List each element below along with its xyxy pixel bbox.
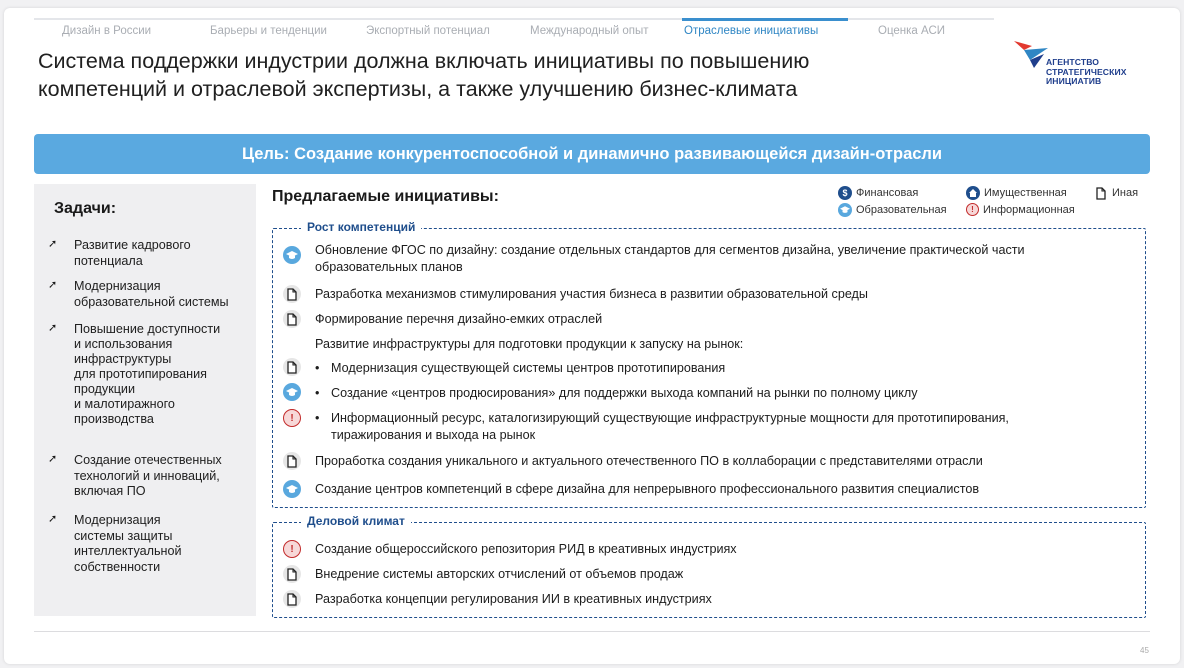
logo-line-1: АГЕНТСТВО — [1046, 57, 1100, 67]
initiative-line: Развитие инфраструктуры для подготовки продукции к запуску на рынок: — [315, 337, 744, 351]
dollar-icon: $ — [838, 186, 852, 200]
legend-educational — [838, 203, 947, 217]
section-tabs — [34, 18, 994, 38]
legend-label: Информационная — [983, 203, 1075, 216]
document-icon — [283, 310, 301, 328]
document-icon — [283, 590, 301, 608]
logo-line-3: ИНИЦИАТИВ — [1046, 76, 1102, 86]
task-line: и малотиражного — [74, 397, 175, 411]
tasks-panel — [34, 184, 256, 616]
task-line: производства — [74, 412, 154, 426]
footer-divider — [34, 631, 1150, 632]
initiative-item — [315, 410, 1125, 444]
initiative-line: Внедрение системы авторских отчислений от объемов продаж — [315, 567, 684, 581]
graduation-cap-icon — [838, 203, 852, 217]
initiative-item — [315, 541, 1125, 558]
legend-label: Иная — [1112, 187, 1139, 199]
info-icon: ! — [966, 203, 979, 216]
task-line: Повышение доступности — [74, 322, 221, 336]
title-line-2: компетенций и отраслевой экспертизы, а также улучшению бизнес-климата — [38, 77, 798, 101]
initiative-line: Разработка механизмов стимулирования участия бизнеса в развитии образовательной среды — [315, 287, 868, 301]
initiative-line: тиражирования и выхода на рынок — [331, 428, 536, 442]
task-line: собственности — [74, 559, 161, 574]
page-number: 45 — [1140, 646, 1149, 655]
document-icon — [283, 358, 301, 376]
initiative-item — [315, 566, 1125, 583]
active-tab-indicator — [682, 18, 848, 21]
logo-line-2: СТРАТЕГИЧЕСКИХ — [1046, 66, 1127, 77]
page-title — [38, 47, 918, 103]
info-icon: ! — [283, 540, 301, 558]
info-icon: ! — [283, 409, 301, 427]
initiative-line: Проработка создания уникального и актуального отечественного ПО в коллаборации с представителями отрасли — [315, 454, 983, 468]
task-line: Развитие кадрового — [74, 238, 191, 252]
tabs-divider — [34, 18, 994, 20]
arrow-bullet-icon: ➚ — [48, 513, 58, 525]
task-line: для прототипирования — [74, 367, 207, 381]
legend — [836, 186, 1156, 220]
legend-label: Финансовая — [856, 187, 919, 199]
task-line: продукции — [74, 382, 135, 396]
tab-barriers-trends[interactable]: Барьеры и тенденции — [210, 25, 327, 37]
bullet: • — [315, 411, 320, 425]
document-icon — [1094, 186, 1108, 200]
arrow-bullet-icon: ➚ — [48, 322, 58, 334]
group-label: Рост компетенций — [301, 220, 421, 234]
initiative-line: образовательных планов — [315, 260, 463, 274]
task-line: Модернизация — [74, 279, 161, 293]
initiative-line: Разработка концепции регулирования ИИ в креативных индустриях — [315, 592, 712, 606]
task-line: технологий и инноваций, — [74, 468, 220, 483]
tab-industry-initiatives[interactable]: Отраслевые инициативы — [684, 25, 819, 37]
group-business-climate — [272, 514, 1146, 618]
bullet: • — [315, 361, 320, 375]
task-line: системы защиты — [74, 528, 173, 543]
initiative-line: Формирование перечня дизайно-емких отраслей — [315, 312, 603, 326]
initiative-line: Модернизация существующей системы центров прототипирования — [331, 361, 726, 375]
arrow-bullet-icon: ➚ — [48, 238, 58, 250]
initiative-line: Создание «центров продюсирования» для поддержки выхода компаний на рынки по полному циклу — [331, 386, 918, 400]
task-line: включая ПО — [74, 484, 146, 498]
tab-international-experience[interactable]: Международный опыт — [530, 25, 649, 37]
document-icon — [283, 285, 301, 303]
house-icon — [966, 186, 980, 200]
task-line: Создание отечественных — [74, 453, 222, 467]
task-line: интеллектуальной — [74, 544, 182, 558]
tab-asi-assessment[interactable]: Оценка АСИ — [878, 25, 946, 37]
legend-label: Имущественная — [984, 187, 1067, 199]
group-label: Деловой климат — [301, 514, 411, 528]
arrow-bullet-icon: ➚ — [48, 453, 58, 465]
initiative-item — [315, 286, 1125, 303]
initiative-line: Информационный ресурс, каталогизирующий существующие инфраструктурные мощности для прототипирования, — [331, 411, 1009, 425]
initiative-item — [315, 481, 1125, 498]
task-line: потенциала — [74, 253, 143, 268]
asi-logo — [1014, 38, 1154, 98]
arrow-bullet-icon: ➚ — [48, 279, 58, 291]
document-icon — [283, 565, 301, 583]
task-line: Модернизация — [74, 513, 161, 527]
graduation-cap-icon — [283, 383, 301, 401]
title-line-1: Система поддержки индустрии должна включать инициативы по повышению — [38, 49, 810, 73]
graduation-cap-icon — [283, 246, 301, 264]
document-icon — [283, 452, 301, 470]
initiative-item — [315, 242, 1125, 276]
legend-informational — [966, 203, 1075, 216]
task-line: инфраструктуры — [74, 352, 172, 366]
initiative-item — [315, 311, 1125, 328]
slide — [4, 8, 1180, 664]
graduation-cap-icon — [283, 480, 301, 498]
group-competence-growth — [272, 220, 1146, 508]
legend-property — [966, 186, 1067, 200]
initiative-line: Обновление ФГОС по дизайну: создание отдельных стандартов для сегментов дизайна, увеличение практической части — [315, 243, 1025, 257]
goal-banner: Цель: Создание конкурентоспособной и динамично развивающейся дизайн-отрасли — [34, 134, 1150, 174]
bullet: • — [315, 386, 320, 400]
legend-other — [1094, 186, 1138, 200]
initiative-line: Создание общероссийского репозитория РИД в креативных индустриях — [315, 542, 737, 556]
task-line: и использования — [74, 337, 173, 351]
initiative-item — [315, 360, 1125, 377]
initiative-item — [315, 336, 1125, 353]
initiative-item — [315, 453, 1125, 470]
legend-label: Образовательная — [856, 204, 947, 216]
tasks-title: Задачи: — [54, 200, 117, 217]
task-line: образовательной системы — [74, 294, 229, 309]
initiative-item — [315, 385, 1125, 402]
tab-export-potential[interactable]: Экспортный потенциал — [366, 25, 490, 37]
tab-design-in-russia[interactable]: Дизайн в России — [62, 25, 152, 37]
initiatives-title: Предлагаемые инициативы: — [272, 188, 499, 205]
initiative-item — [315, 591, 1125, 608]
legend-financial — [838, 186, 918, 200]
initiative-line: Создание центров компетенций в сфере дизайна для непрерывного профессионального развития специалистов — [315, 482, 980, 496]
logo-text — [1046, 58, 1127, 87]
